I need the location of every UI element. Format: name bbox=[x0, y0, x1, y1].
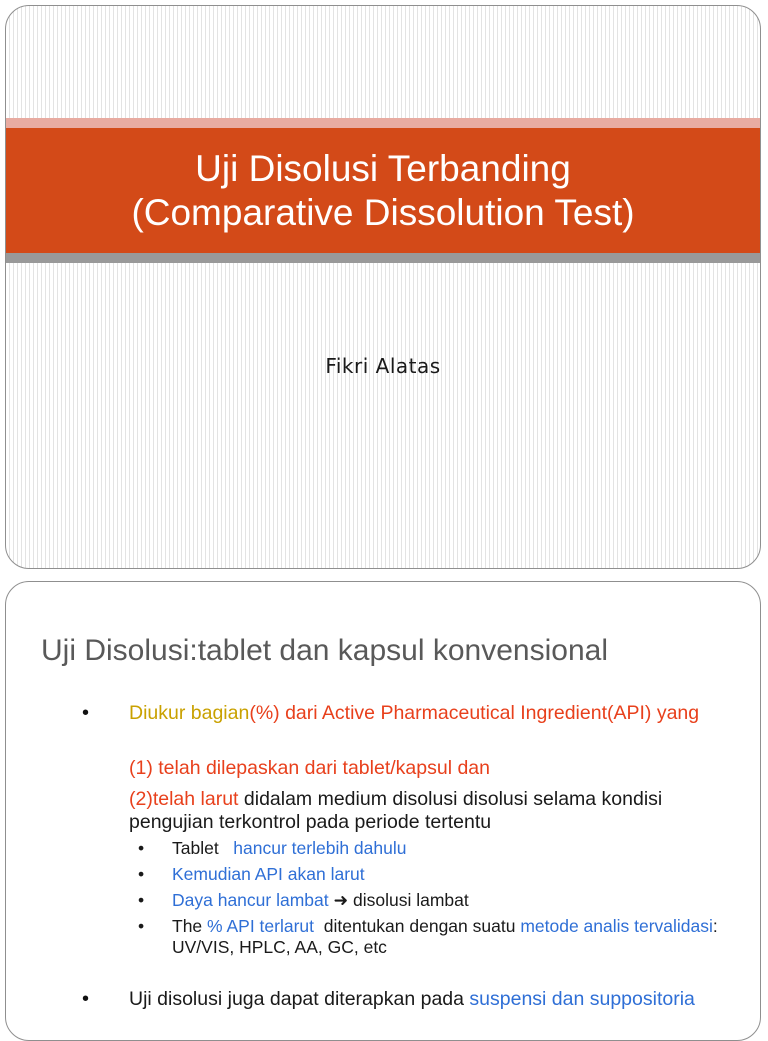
sub-bullet-item bbox=[138, 890, 738, 911]
highlight-text: metode analis tervalidasi bbox=[520, 916, 713, 936]
bullet-icon: • bbox=[138, 890, 145, 910]
highlight-text: Kemudian API akan larut bbox=[172, 864, 365, 884]
bullet-icon: • bbox=[82, 988, 90, 1010]
highlight-text: (1) telah dilepaskan dari tablet/kapsul dan bbox=[129, 757, 490, 779]
accent-band-top bbox=[6, 118, 760, 128]
body-text: didalam medium disolusi disolusi selama kondisi pengujian terkontrol pada periode tertentu bbox=[129, 788, 663, 833]
bullet-paragraph-1 bbox=[129, 702, 729, 725]
highlight-text: Daya hancur lambat bbox=[172, 890, 329, 910]
content-slide bbox=[5, 581, 761, 1041]
highlight-text: suspensi dan suppositoria bbox=[469, 988, 695, 1010]
bullet-paragraph-3 bbox=[129, 788, 729, 834]
body-text: : UV/VIS, HPLC, AA, GC, etc bbox=[172, 916, 718, 957]
highlight-text: Diukur bagian bbox=[129, 702, 250, 724]
slide-title-line-2: (Comparative Dissolution Test) bbox=[131, 191, 635, 233]
body-text: The bbox=[172, 916, 208, 936]
highlight-text: (2)telah larut bbox=[129, 788, 239, 810]
bullet-icon: • bbox=[138, 916, 145, 936]
bullet-paragraph-4 bbox=[129, 988, 729, 1011]
bullet-icon: • bbox=[82, 702, 90, 724]
body-text: ditentukan dengan suatu bbox=[314, 916, 521, 936]
sub-bullet-item bbox=[138, 916, 738, 958]
sub-bullet-list bbox=[138, 838, 738, 963]
sub-bullet-item bbox=[138, 838, 738, 859]
bullet-icon: • bbox=[138, 838, 145, 858]
highlight-text: (%) dari Active Pharmaceutical Ingredient(API) yang bbox=[249, 702, 700, 724]
bullet-paragraph-2 bbox=[129, 757, 729, 780]
slide-title-line-1: Uji Disolusi Terbanding bbox=[195, 147, 571, 189]
body-text: Tablet bbox=[172, 838, 234, 858]
title-band bbox=[6, 128, 760, 253]
body-text: ➜ disolusi lambat bbox=[328, 890, 469, 910]
highlight-text: hancur terlebih dahulu bbox=[233, 838, 407, 858]
author-name: Fikri Alatas bbox=[325, 354, 441, 378]
title-slide bbox=[5, 5, 761, 569]
bullet-icon: • bbox=[138, 864, 145, 884]
content-slide-heading: Uji Disolusi:tablet dan kapsul konvensional bbox=[41, 634, 608, 667]
accent-band-bottom bbox=[6, 253, 760, 263]
sub-bullet-item bbox=[138, 864, 738, 885]
body-text: Uji disolusi juga dapat diterapkan pada bbox=[129, 988, 470, 1010]
highlight-text: % API terlarut bbox=[207, 916, 315, 936]
